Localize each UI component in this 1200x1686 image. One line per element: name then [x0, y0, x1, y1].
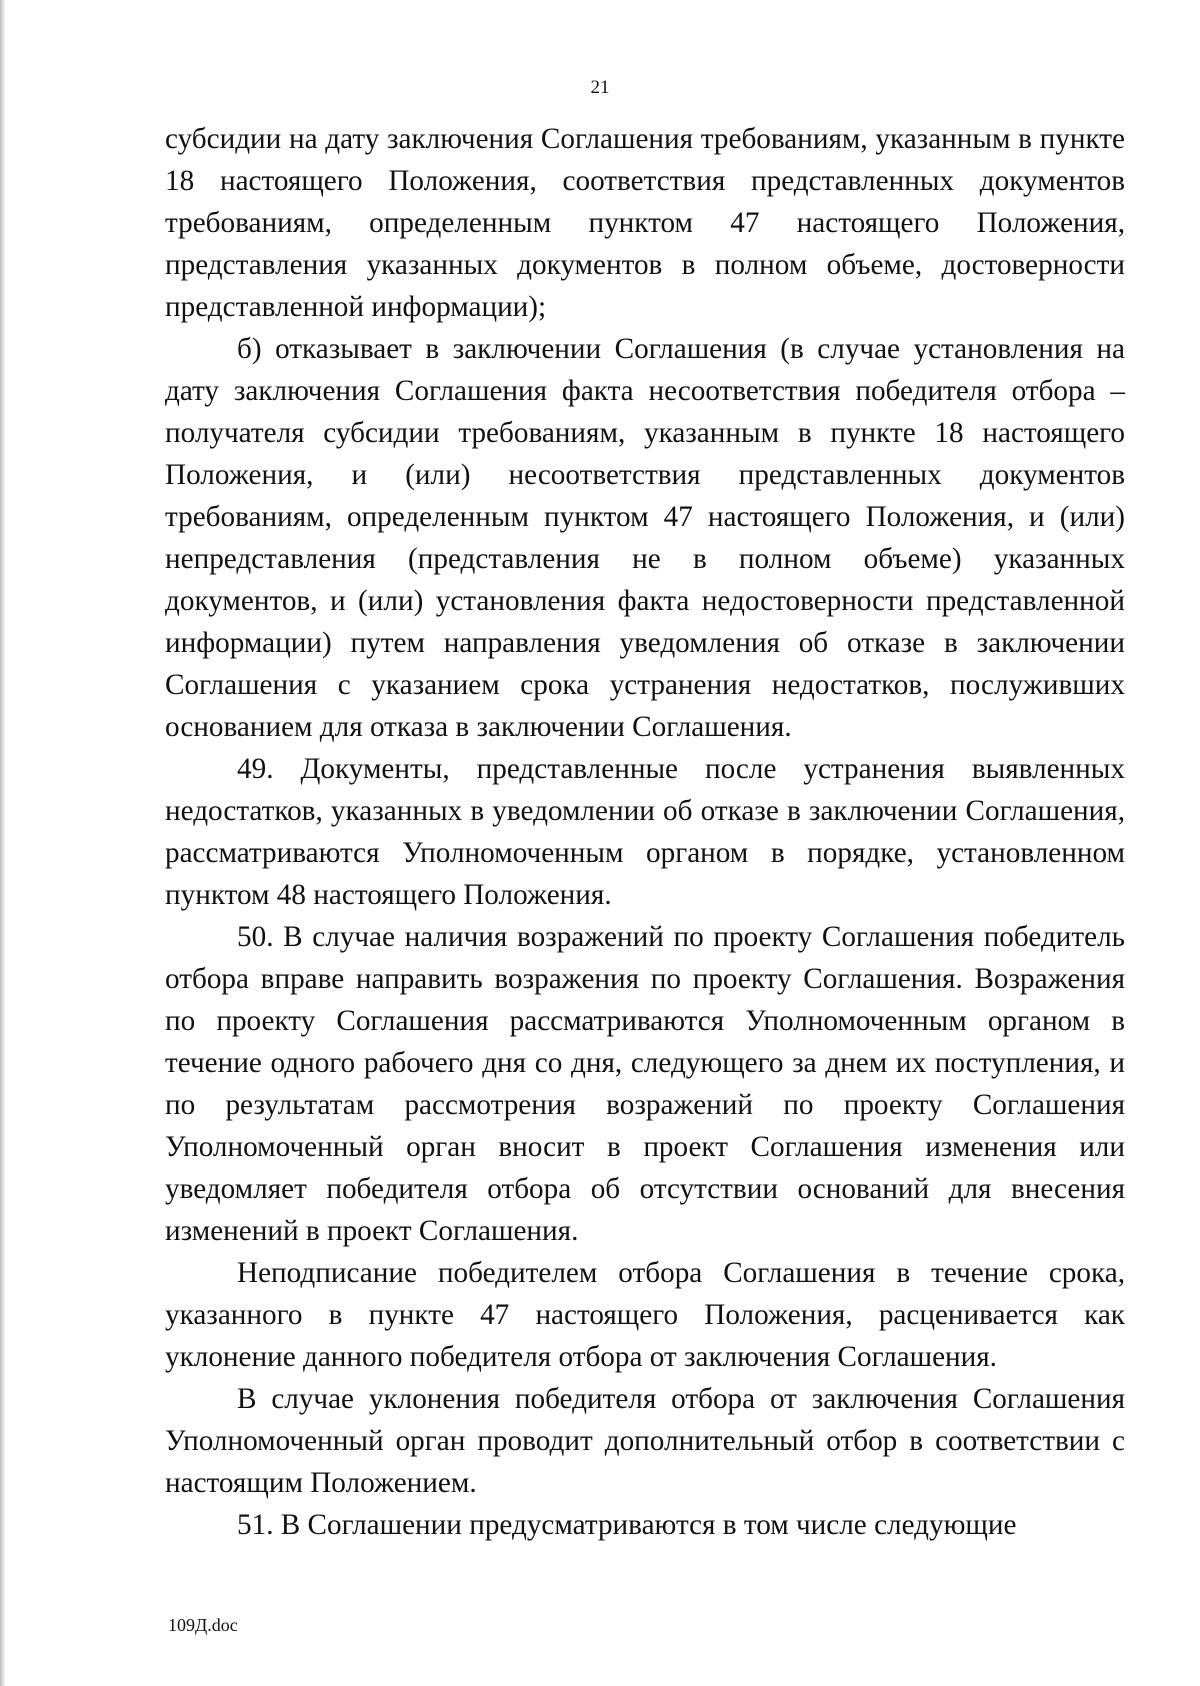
page-number: 21 [590, 77, 610, 98]
paragraph-item-50: 50. В случае наличия возражений по проекту Соглашения победитель отбора вправе направить возражения по проекту Соглашения. Возражения по проекту Соглашения рассматриваются Уполномоченным органом в течение одного рабочего дня со дня, следующего за днем их поступления, и по результатам рассмотрения возражений по проекту Соглашения Уполномоченный орган вносит в проект Соглашения изменения или уведомляет победителя отбора об отсутствии оснований для внесения изменений в проект Соглашения. [165, 921, 1125, 1247]
paragraph-continuation: субсидии на дату заключения Соглашения требованиям, указанным в пункте 18 настоящего Положения, соответствия представленных документов требованиям, определенным пунктом 47 настоящего Положения, представления указанных документов в полном объеме, достоверности представленной информации); [165, 123, 1125, 323]
paragraph-subitem-b: б) отказывает в заключении Соглашения (в случае установления на дату заключения Соглашения факта несоответствия победителя отбора – получателя субсидии требованиям, указанным в пункте 18 настоящего Положения, и (или) несоответствия представленных документов требованиям, определенным пунктом 47 настоящего Положения, и (или) непредставления (представления не в полном объеме) указанных документов, и (или) установления факта недостоверности представленной информации) путем направления уведомления об отказе в заключении Соглашения с указанием срока устранения недостатков, послуживших основанием для отказа в заключении Соглашения. [165, 333, 1125, 743]
footer-filename: 109Д.doc [168, 1615, 238, 1635]
paragraph-evasion: В случае уклонения победителя отбора от заключения Соглашения Уполномоченный орган проводит дополнительный отбор в соответствии с настоящим Положением. [165, 1383, 1125, 1499]
document-body [165, 118, 1125, 1546]
paragraph-item-51: 51. В Соглашении предусматриваются в том числе следующие [237, 1509, 1017, 1541]
paragraph-non-signing: Неподписание победителем отбора Соглашения в течение срока, указанного в пункте 47 настоящего Положения, расценивается как уклонение данного победителя отбора от заключения Соглашения. [165, 1257, 1125, 1373]
paragraph-item-49: 49. Документы, представленные после устранения выявленных недостатков, указанных в уведомлении об отказе в заключении Соглашения, рассматриваются Уполномоченным органом в порядке, установленном пунктом 48 настоящего Положения. [165, 753, 1125, 911]
scan-edge [0, 0, 6, 1686]
